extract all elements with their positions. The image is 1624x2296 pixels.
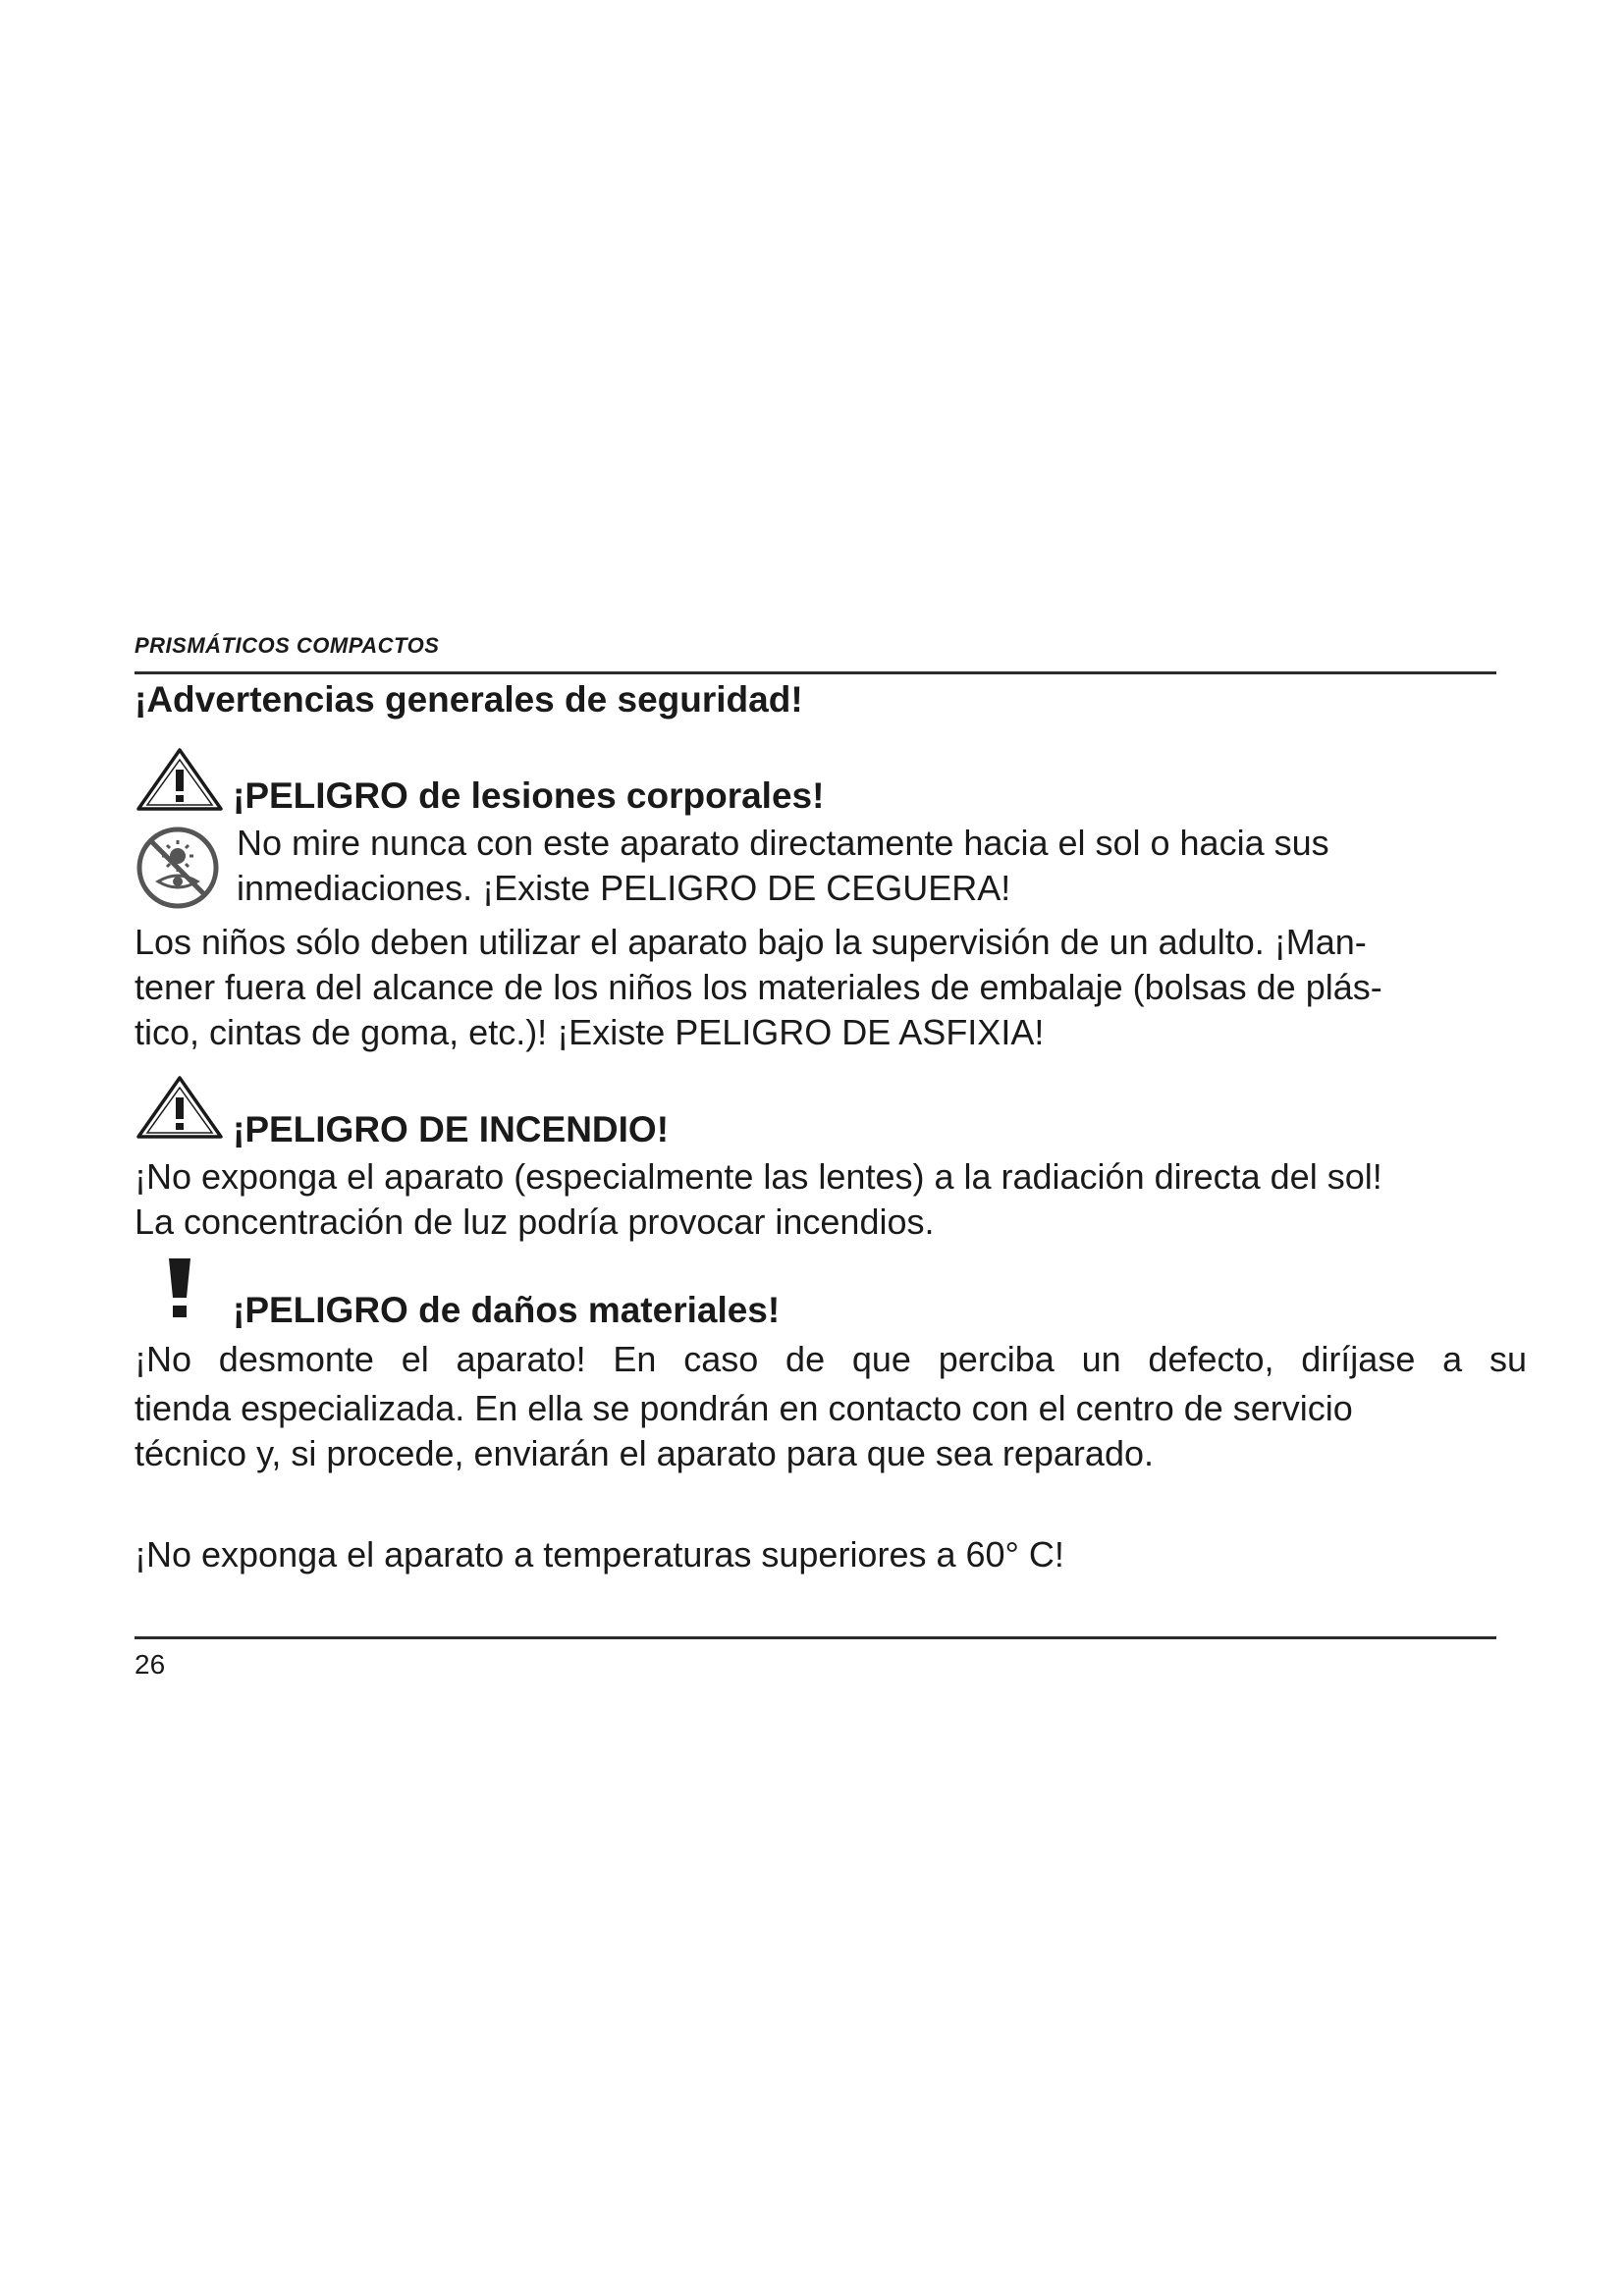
manual-page xyxy=(135,0,1527,2296)
fire-warning-text xyxy=(135,1154,1382,1245)
justified-word: de xyxy=(785,1339,826,1379)
page-title: ¡Advertencias generales de seguridad! xyxy=(135,679,803,720)
section-heading-fire: ¡PELIGRO DE INCENDIO! xyxy=(233,1109,670,1149)
children-warning-text xyxy=(135,920,1382,1055)
warning-triangle-icon xyxy=(135,746,225,813)
text-line: inmediaciones. ¡Existe PELIGRO DE CEGUERA! xyxy=(237,868,1011,908)
footer-rule xyxy=(135,1636,1496,1639)
justified-word: aparato! xyxy=(456,1339,586,1379)
justified-word: el xyxy=(401,1339,429,1379)
section-heading-injury: ¡PELIGRO de lesiones corporales! xyxy=(233,775,825,816)
text-line: ¡No exponga el aparato (especialmente las lentes) a la radiación directa del sol! xyxy=(135,1156,1382,1197)
text-line: Los niños sólo deben utilizar el aparato bajo la supervisión de un adulto. ¡Man- xyxy=(135,922,1367,962)
text-line: La concentración de luz podría provocar incendios. xyxy=(135,1201,935,1242)
justified-text-line xyxy=(135,1337,1527,1382)
justified-word: diríjase xyxy=(1301,1339,1416,1379)
text-line: tienda especializada. En ella se pondrán en contacto con el centro de servicio xyxy=(135,1388,1353,1428)
running-header: PRISMÁTICOS COMPACTOS xyxy=(135,633,440,658)
no-sun-viewing-icon xyxy=(135,825,221,911)
text-line: tico, cintas de goma, etc.)! ¡Existe PELIGRO DE ASFIXIA! xyxy=(135,1012,1045,1052)
text-line: No mire nunca con este aparato directamente hacia el sol o hacia sus xyxy=(237,823,1329,863)
text-line: tener fuera del alcance de los niños los materiales de embalaje (bolsas de plás- xyxy=(135,967,1382,1007)
warning-triangle-icon xyxy=(135,1074,225,1141)
temperature-warning: ¡No exponga el aparato a temperaturas superiores a 60° C! xyxy=(135,1534,1064,1575)
justified-word: perciba xyxy=(938,1339,1055,1379)
justified-word: que xyxy=(851,1339,911,1379)
damage-warning-text xyxy=(135,1337,1527,1476)
justified-word: un xyxy=(1081,1339,1121,1379)
sun-warning-text xyxy=(237,821,1329,911)
page-number: 26 xyxy=(135,1649,166,1680)
justified-word: desmonte xyxy=(218,1339,374,1379)
justified-word: defecto, xyxy=(1148,1339,1274,1379)
section-heading-damage: ¡PELIGRO de daños materiales! xyxy=(233,1290,781,1330)
justified-word: En xyxy=(613,1339,657,1379)
exclamation-icon xyxy=(168,1258,191,1319)
justified-word: su xyxy=(1489,1339,1527,1379)
justified-word: caso xyxy=(683,1339,759,1379)
justified-word: ¡No xyxy=(135,1339,192,1379)
header-rule xyxy=(135,671,1496,674)
text-line: técnico y, si procede, enviarán el aparato para que sea reparado. xyxy=(135,1433,1154,1473)
justified-word: a xyxy=(1442,1339,1463,1379)
